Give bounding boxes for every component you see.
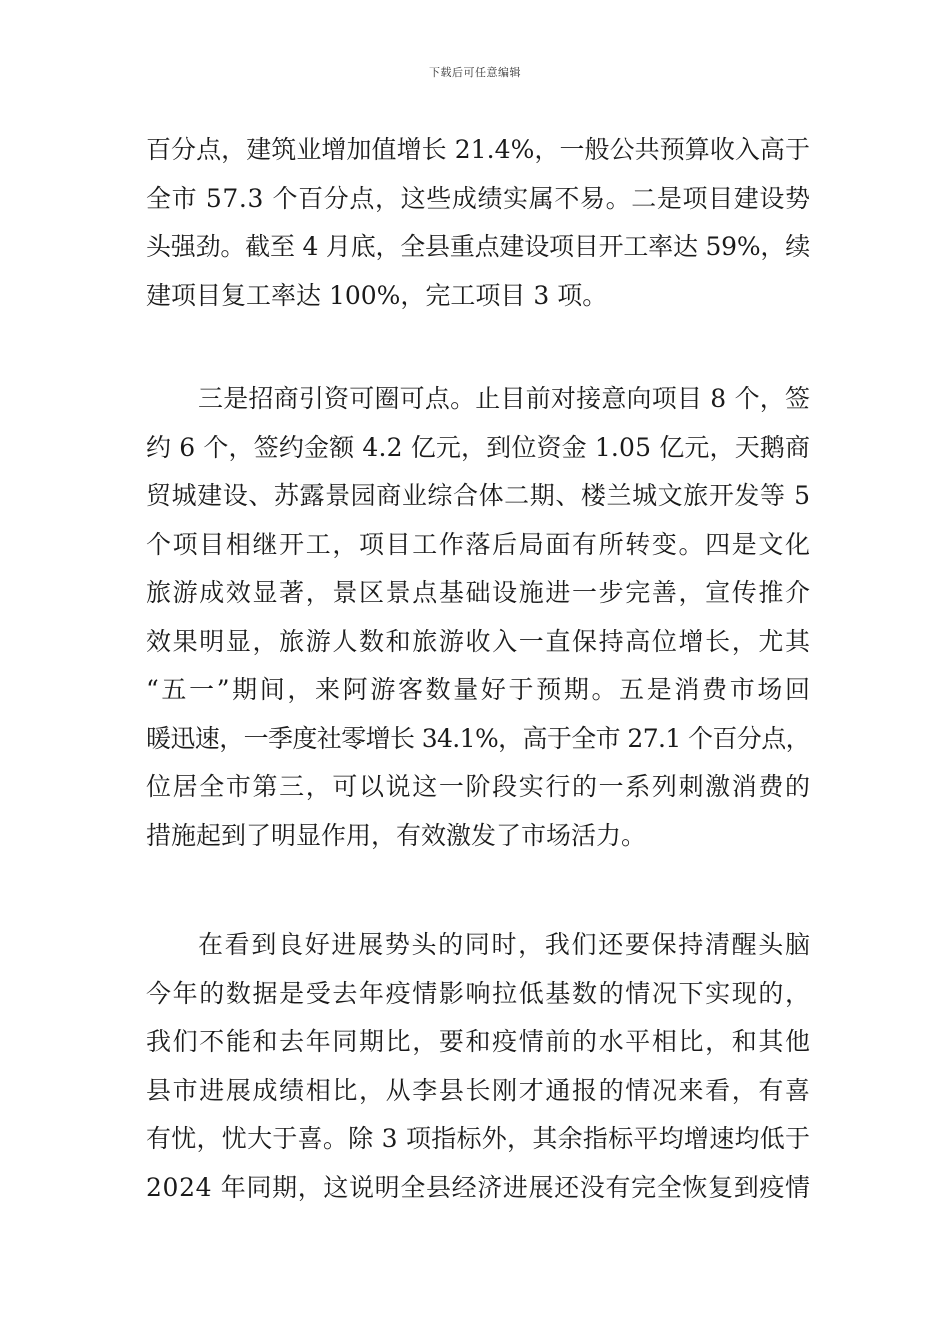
text-line: 效果明显，旅游人数和旅游收入一直保持高位增长，尤其: [146, 626, 812, 656]
text-line: 贸城建设、苏露景园商业综合体二期、楼兰城文旅开发等 5: [146, 481, 811, 510]
page-header: 下载后可任意编辑: [429, 66, 521, 79]
text-line: 县市进展成绩相比，从李县长刚才通报的情况来看，有喜: [146, 1075, 812, 1105]
text-line: “五一”期间，来阿游客数量好于预期。五是消费市场回: [146, 675, 813, 704]
text-line: 全市 57.3 个百分点，这些成绩实属不易。二是项目建设势: [146, 183, 811, 213]
text-line: 有忧，忧大于喜。除 3 项指标外，其余指标平均增速均低于: [146, 1124, 811, 1153]
paragraph-3: [146, 921, 810, 1212]
text-line: 建项目复工率达 100%，完工项目 3 项。: [146, 280, 608, 310]
text-line: 位居全市第三，可以说这一阶段实行的一系列刺激消费的: [146, 772, 812, 801]
paragraph-2: [146, 375, 813, 860]
text-line: 2024 年同期，这说明全县经济进展还没有完全恢复到疫情: [146, 1172, 811, 1202]
text-line: 暖迅速，一季度社零增长 34.1%，高于全市 27.1 个百分点，: [146, 723, 810, 753]
paragraph-1: [146, 126, 810, 320]
text-line: 今年的数据是受去年疫情影响拉低基数的情况下实现的，: [146, 978, 812, 1008]
text-line: 在看到良好进展势头的同时，我们还要保持清醒头脑: [198, 930, 812, 959]
text-line: 我们不能和去年同期比，要和疫情前的水平相比，和其他: [146, 1027, 812, 1056]
text-line: 旅游成效显著，景区景点基础设施进一步完善，宣传推介: [146, 578, 812, 607]
text-line: 头强劲。截至 4 月底，全县重点建设项目开工率达 59%，续: [146, 232, 810, 261]
text-line: 约 6 个，签约金额 4.2 亿元，到位资金 1.05 亿元，天鹅商: [146, 432, 811, 462]
text-line: 措施起到了明显作用，有效激发了市场活力。: [146, 820, 647, 850]
text-line: 个项目相继开工，项目工作落后局面有所转变。四是文化: [146, 529, 812, 559]
text-line: 三是招商引资可圈可点。止目前对接意向项目 8 个，签: [198, 384, 811, 413]
text-line: 百分点，建筑业增加值增长 21.4%，一般公共预算收入高于: [146, 135, 811, 164]
